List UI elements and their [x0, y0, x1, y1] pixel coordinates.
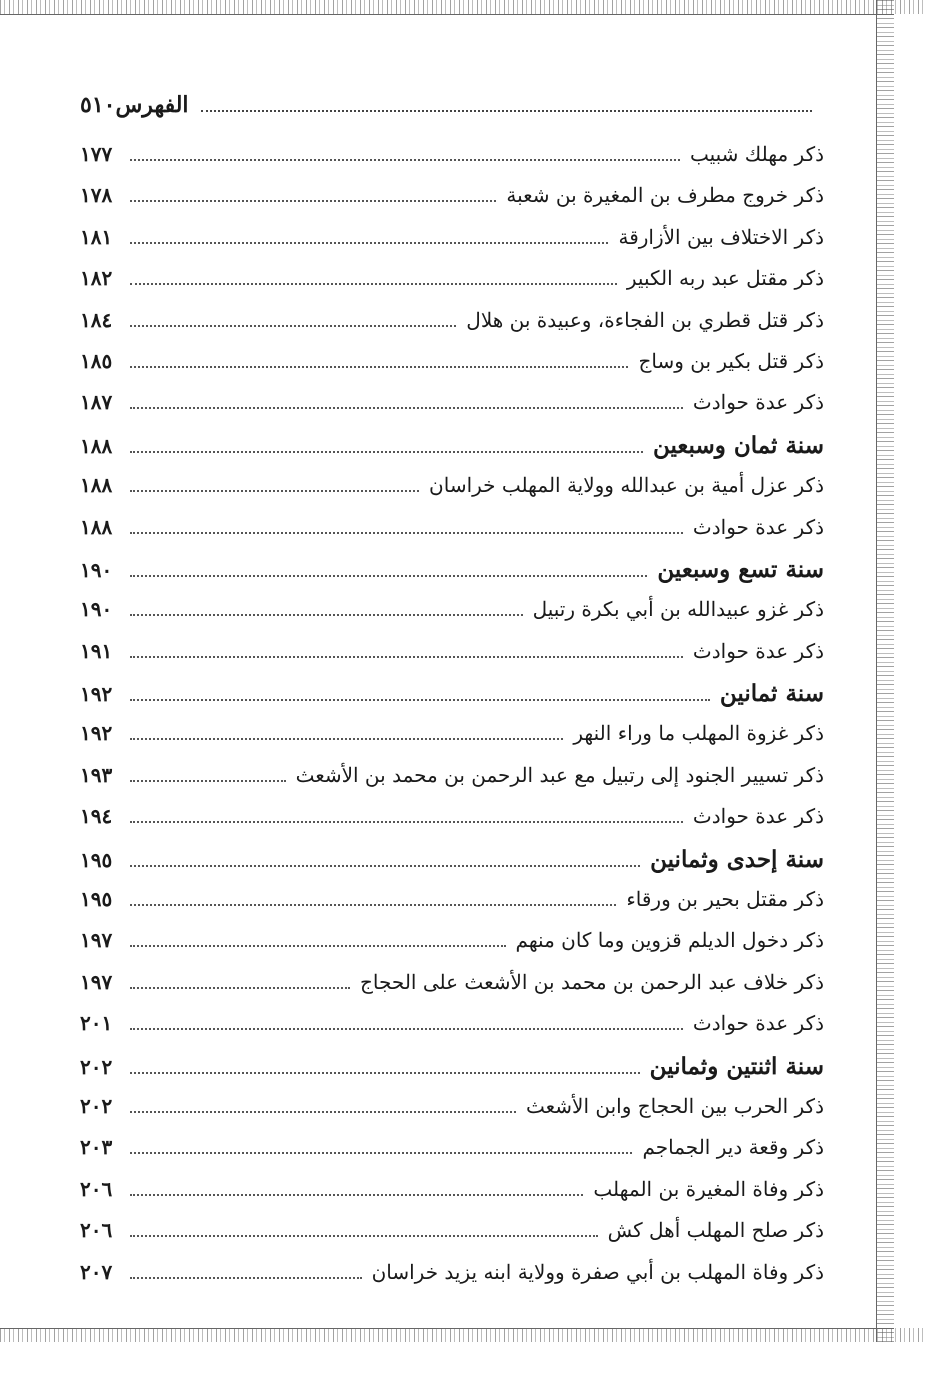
year-heading-row [80, 680, 824, 721]
leader-dots [130, 575, 647, 577]
leader-dots [130, 451, 643, 453]
entry-page-number: ١٩٥ [80, 887, 113, 912]
year-heading: سنة ثمانين [719, 680, 824, 708]
index-entry-row [80, 515, 824, 556]
year-heading: سنة ثمان وسبعين [652, 431, 824, 459]
page-header [80, 92, 824, 142]
leader-dots [130, 821, 683, 823]
entry-title: ذكر قتل قطري بن الفجاءة، وعبيدة بن هلال [466, 307, 824, 332]
leader-dots [130, 1072, 640, 1074]
entry-page-number: ١٩٠ [80, 557, 113, 582]
index-page [80, 92, 824, 1301]
index-entry-row [80, 639, 824, 680]
index-entry-row [80, 266, 824, 307]
index-entry-row [80, 1218, 824, 1259]
entry-page-number: ١٩٤ [80, 804, 113, 829]
entry-title: ذكر وفاة المغيرة بن المهلب [593, 1176, 824, 1201]
leader-dots [130, 1152, 632, 1154]
entry-title: ذكر غزوة المهلب ما وراء النهر [573, 721, 824, 746]
leader-dots [130, 200, 496, 202]
header-leader-dots [201, 110, 812, 112]
entry-page-number: ١٩٧ [80, 928, 113, 953]
leader-dots [130, 490, 419, 492]
entry-title: ذكر قتل بكير بن وساج [638, 348, 824, 373]
leader-dots [130, 366, 628, 368]
leader-dots [130, 242, 608, 244]
leader-dots [130, 1194, 583, 1196]
index-entry-row [80, 1177, 824, 1218]
index-entry-row [80, 721, 824, 762]
entry-title: ذكر عدة حوادث [692, 514, 824, 539]
leader-dots [130, 699, 710, 701]
entry-title: ذكر مقتل بحير بن ورقاء [626, 887, 824, 912]
entry-page-number: ١٩٣ [80, 762, 113, 787]
entry-page-number: ٢٠٧ [80, 1259, 113, 1284]
index-entry-row [80, 1094, 824, 1135]
index-entry-row [80, 597, 824, 638]
entry-page-number: ١٩٢ [80, 721, 113, 746]
decorative-border-top [0, 0, 925, 14]
index-entry-row [80, 1135, 824, 1176]
leader-dots [130, 159, 680, 161]
entry-title: ذكر عدة حوادث [692, 1011, 824, 1036]
entry-page-number: ١٨٢ [80, 266, 113, 291]
entry-page-number: ١٨١ [80, 224, 113, 249]
leader-dots [130, 1277, 362, 1279]
index-entry-row [80, 183, 824, 224]
index-entry-row [80, 1260, 824, 1301]
entry-title: ذكر مقتل عبد ربه الكبير [626, 266, 824, 291]
index-entry-row [80, 308, 824, 349]
year-heading-row [80, 432, 824, 473]
frame-line-bottom [0, 1328, 894, 1329]
entry-page-number: ٢٠٣ [80, 1135, 113, 1160]
decorative-border-right [876, 0, 894, 1342]
index-entry-row [80, 225, 824, 266]
year-heading-row [80, 846, 824, 887]
leader-dots [130, 532, 683, 534]
entry-page-number: ١٧٧ [80, 142, 113, 166]
entry-page-number: ١٨٨ [80, 514, 113, 539]
entry-title: ذكر مهلك شبيب [689, 142, 824, 166]
year-heading: سنة تسع وسبعين [657, 555, 824, 583]
leader-dots [130, 865, 640, 867]
entry-title: ذكر عزل أمية بن عبدالله وولاية المهلب خراسان [429, 473, 824, 498]
entry-title: ذكر خروج مطرف بن المغيرة بن شعبة [506, 183, 824, 208]
index-entry-row [80, 390, 824, 431]
entry-title: ذكر الحرب بين الحجاج وابن الأشعث [526, 1093, 824, 1118]
leader-dots [130, 407, 683, 409]
entry-title: ذكر عدة حوادث [692, 390, 824, 415]
leader-dots [130, 614, 523, 616]
frame-line-right [876, 0, 877, 1342]
index-entry-row [80, 804, 824, 845]
index-entries [80, 142, 824, 1301]
entry-title: ذكر عدة حوادث [692, 804, 824, 829]
entry-page-number: ١٩٢ [80, 682, 113, 707]
year-heading-row [80, 556, 824, 597]
year-heading: سنة إحدى وثمانين [650, 845, 824, 873]
index-entry-row [80, 970, 824, 1011]
entry-page-number: ٢٠٦ [80, 1176, 113, 1201]
entry-page-number: ١٨٤ [80, 307, 113, 332]
entry-page-number: ١٩٧ [80, 969, 113, 994]
entry-title: ذكر صلح المهلب أهل كش [607, 1218, 824, 1243]
entry-page-number: ٢٠٢ [80, 1054, 113, 1079]
entry-title: ذكر تسيير الجنود إلى رتبيل مع عبد الرحمن بن محمد بن الأشعث [295, 762, 824, 787]
entry-page-number: ١٩٠ [80, 597, 113, 622]
entry-page-number: ١٩٥ [80, 847, 113, 872]
index-entry-row [80, 763, 824, 804]
leader-dots [130, 283, 617, 285]
page-title: الفهرس [115, 92, 189, 118]
entry-title: ذكر خلاف عبد الرحمن بن محمد بن الأشعث على الحجاج [360, 969, 824, 994]
index-entry-row [80, 1011, 824, 1052]
index-entry-row [80, 142, 824, 183]
entry-title: ذكر الاختلاف بين الأزارقة [618, 224, 824, 249]
leader-dots [130, 1111, 516, 1113]
year-heading-row [80, 1053, 824, 1094]
index-entry-row [80, 928, 824, 969]
index-entry-row [80, 349, 824, 390]
entry-title: ذكر عدة حوادث [692, 638, 824, 663]
index-entry-row [80, 473, 824, 514]
leader-dots [130, 325, 456, 327]
leader-dots [130, 987, 350, 989]
year-heading: سنة اثنتين وثمانين [649, 1052, 824, 1080]
entry-page-number: ١٨٨ [80, 433, 113, 458]
entry-page-number: ١٩١ [80, 638, 113, 663]
entry-page-number: ١٨٧ [80, 390, 113, 415]
leader-dots [130, 904, 616, 906]
leader-dots [130, 1028, 683, 1030]
page-number: ٥١٠ [80, 92, 116, 118]
entry-page-number: ٢٠٦ [80, 1218, 113, 1243]
leader-dots [130, 1235, 598, 1237]
leader-dots [130, 656, 683, 658]
leader-dots [130, 738, 563, 740]
index-entry-row [80, 887, 824, 928]
entry-page-number: ٢٠١ [80, 1011, 113, 1036]
entry-title: ذكر وفاة المهلب بن أبي صفرة وولاية ابنه يزيد خراسان [371, 1259, 824, 1284]
decorative-border-bottom [0, 1328, 925, 1342]
entry-title: ذكر دخول الديلم قزوين وما كان منهم [515, 928, 824, 953]
entry-title: ذكر وقعة دير الجماجم [642, 1135, 824, 1160]
entry-page-number: ١٧٨ [80, 183, 113, 208]
entry-page-number: ١٨٥ [80, 348, 113, 373]
leader-dots [130, 780, 286, 782]
leader-dots [130, 945, 506, 947]
entry-title: ذكر غزو عبيدالله بن أبي بكرة رتبيل [532, 597, 824, 622]
entry-page-number: ٢٠٢ [80, 1093, 113, 1118]
entry-page-number: ١٨٨ [80, 473, 113, 498]
frame-line-top [0, 14, 894, 15]
